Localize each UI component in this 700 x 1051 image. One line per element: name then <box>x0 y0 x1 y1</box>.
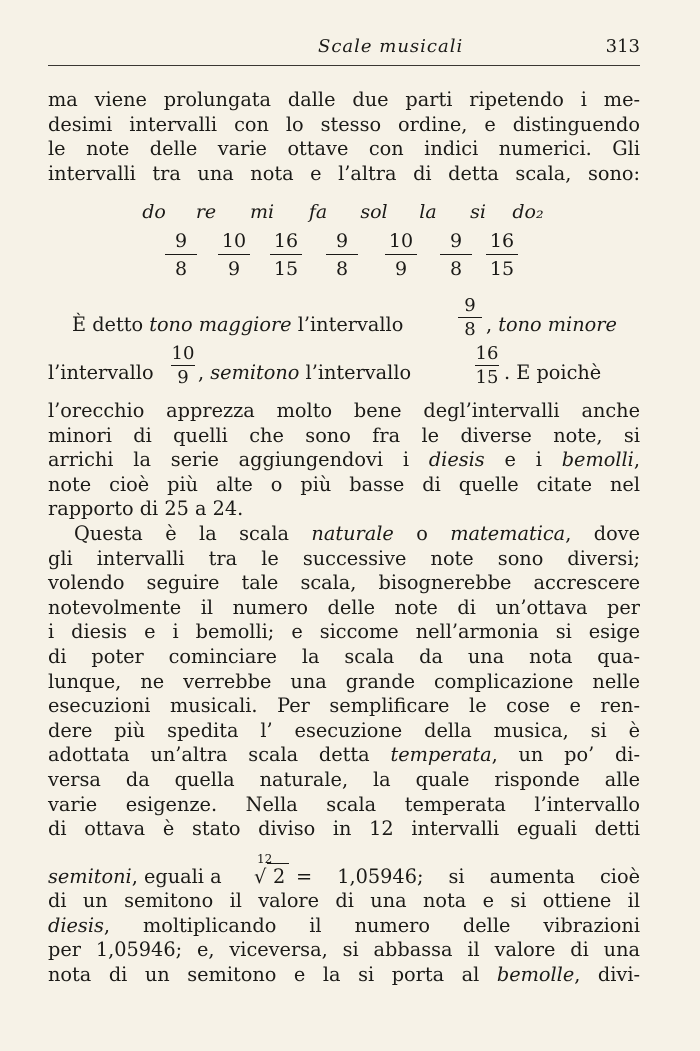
text-line: esecuzioni musicali. Per semplificare le cose e ren- <box>48 694 640 718</box>
text-line: volendo seguire tale scala, bisognerebbe accrescere <box>48 571 640 595</box>
radicand: 2 <box>273 865 286 888</box>
interval-fraction <box>436 230 476 280</box>
term-tono-minore: tono minore <box>498 313 617 336</box>
text-run: , <box>198 361 211 384</box>
root-index: 12 <box>257 852 273 866</box>
denominator: 8 <box>174 258 188 280</box>
text-line: i diesis e i bemolli; e siccome nell’armonia si esige <box>48 620 640 644</box>
numerator: 10 <box>388 230 414 252</box>
root-vinculum <box>267 863 289 864</box>
fraction-bar <box>385 254 417 255</box>
denominator: 9 <box>227 258 241 280</box>
text-run: l’intervallo <box>299 361 412 384</box>
text-line: varie esigenze. Nella scala temperata l’intervallo <box>48 792 640 816</box>
text-line: di un semitono il valore di una nota e si ottiene il <box>48 889 640 912</box>
text-line: intervalli tra una nota e l’altra di detta scala, sono: <box>48 161 640 185</box>
term-tono-maggiore: tono maggiore <box>149 313 292 336</box>
italic-term: matematica <box>450 521 566 545</box>
fraction-bar <box>270 254 302 255</box>
text-line: versa da quella naturale, la quale risponde alle <box>48 767 640 791</box>
italic-term: naturale <box>311 521 394 545</box>
numerator: 16 <box>273 230 299 252</box>
main-paragraph <box>48 399 640 842</box>
root-line <box>48 852 640 892</box>
page-number: 313 <box>605 36 640 57</box>
definition-line-2 <box>48 344 640 404</box>
fraction-bar <box>475 365 499 366</box>
text-line: rapporto di 25 a 24. <box>48 497 244 521</box>
numerator: 9 <box>449 230 463 252</box>
header-rule <box>48 65 640 66</box>
running-title: Scale musicali <box>318 36 464 57</box>
interval-fraction <box>381 230 421 280</box>
text-line: Questa è la scala naturale o matematica, dove <box>74 521 640 545</box>
interval-fraction <box>482 230 522 280</box>
note-mi: mi <box>249 201 275 223</box>
denominator: 15 <box>475 367 499 388</box>
inline-fraction <box>472 344 502 388</box>
radical-sign: √ <box>254 865 267 888</box>
numerator: 10 <box>221 230 247 252</box>
fraction-bar <box>486 254 518 255</box>
definition-text <box>48 865 222 888</box>
text-line: dere più spedita l’ esecuzione della musica, si è <box>48 718 640 742</box>
text-line: arrichi la serie aggiungendovi i diesis e i bemolli, <box>48 448 640 472</box>
denominator: 15 <box>273 258 299 280</box>
text-line: le note delle varie ottave con indici numerici. Gli <box>48 137 640 161</box>
text-run: , <box>486 313 499 336</box>
definition-text <box>72 313 403 336</box>
fraction-bar <box>326 254 358 255</box>
text-line: adottata un’altra scala detta temperata, un po’ di- <box>48 743 640 767</box>
interval-fraction <box>322 230 362 280</box>
numerator: 9 <box>464 295 476 316</box>
denominator: 9 <box>177 367 189 388</box>
italic-term: bemolle <box>496 962 575 986</box>
interval-fraction <box>161 230 201 280</box>
text-line: per 1,05946; e, viceversa, si abbassa il valore di una <box>48 938 640 962</box>
fraction-bar <box>440 254 472 255</box>
note-si: si <box>470 201 486 223</box>
italic-term: temperata <box>390 743 492 767</box>
text-line: nota di un semitono e la si porta al bemolle, divi- <box>48 962 641 986</box>
fraction-bar <box>171 365 195 366</box>
italic-term: diesis <box>428 448 485 472</box>
numerator: 9 <box>335 230 349 252</box>
text-line: gli intervalli tra le successive note sono diversi; <box>48 546 640 570</box>
italic-term: diesis <box>48 913 104 937</box>
term-semitoni: semitoni <box>48 865 132 888</box>
definition-text: l’intervallo <box>48 361 154 384</box>
text-run: l’intervallo <box>291 313 404 336</box>
text-line: di ottava è stato diviso in 12 intervalli eguali detti <box>48 817 640 841</box>
denominator: 8 <box>464 319 476 340</box>
denominator: 9 <box>394 258 408 280</box>
definition-text <box>486 313 617 336</box>
fraction-bar <box>458 317 482 318</box>
inline-fraction <box>168 344 198 388</box>
text-line: ma viene prolungata dalle due parti ripetendo i me- <box>48 88 640 111</box>
note-do: do <box>142 201 166 223</box>
numerator: 16 <box>489 230 515 252</box>
numerator: 16 <box>475 343 499 364</box>
text-line: minori di quelli che sono fra le diverse note, si <box>48 423 640 447</box>
definition-text: . E poichè <box>504 361 602 384</box>
text-run: È detto <box>72 313 150 336</box>
text-line: lunque, ne verrebbe una grande complicazione nelle <box>48 669 640 693</box>
text-line: diesis, moltiplicando il numero delle vibrazioni <box>48 913 640 937</box>
note-sol: sol <box>360 201 388 223</box>
text-line: notevolmente il numero delle note di un’ottava per <box>48 595 640 619</box>
denominator: 15 <box>489 258 515 280</box>
interval-fraction <box>214 230 254 280</box>
interval-fraction <box>266 230 306 280</box>
denominator: 8 <box>449 258 463 280</box>
text-line: l’orecchio apprezza molto bene degl’intervalli anche <box>48 399 640 422</box>
note-re: re <box>195 201 217 223</box>
denominator: 8 <box>335 258 349 280</box>
page-header <box>48 36 640 58</box>
definition-text: = 1,05946; si aumenta cioè <box>296 865 640 888</box>
inline-fraction <box>455 296 485 340</box>
term-semitono: semitono <box>210 361 300 384</box>
definition-text <box>198 361 411 384</box>
fraction-bar <box>218 254 250 255</box>
fraction-bar <box>165 254 197 255</box>
note-do2: do₂ <box>512 201 544 223</box>
tail-paragraph <box>48 889 640 987</box>
note-la: la <box>419 201 437 223</box>
text-line: note cioè più alte o più basse di quelle citate nel <box>48 472 640 496</box>
text-line: desimi intervalli con lo stesso ordine, e distinguendo <box>48 112 640 136</box>
text-run: , eguali a <box>131 865 222 888</box>
numerator: 10 <box>171 343 195 364</box>
note-fa: fa <box>308 201 328 223</box>
text-line: di poter cominciare la scala da una nota qua- <box>48 644 640 668</box>
italic-term: bemolli <box>561 448 634 472</box>
numerator: 9 <box>174 230 188 252</box>
top-paragraph <box>48 88 640 186</box>
